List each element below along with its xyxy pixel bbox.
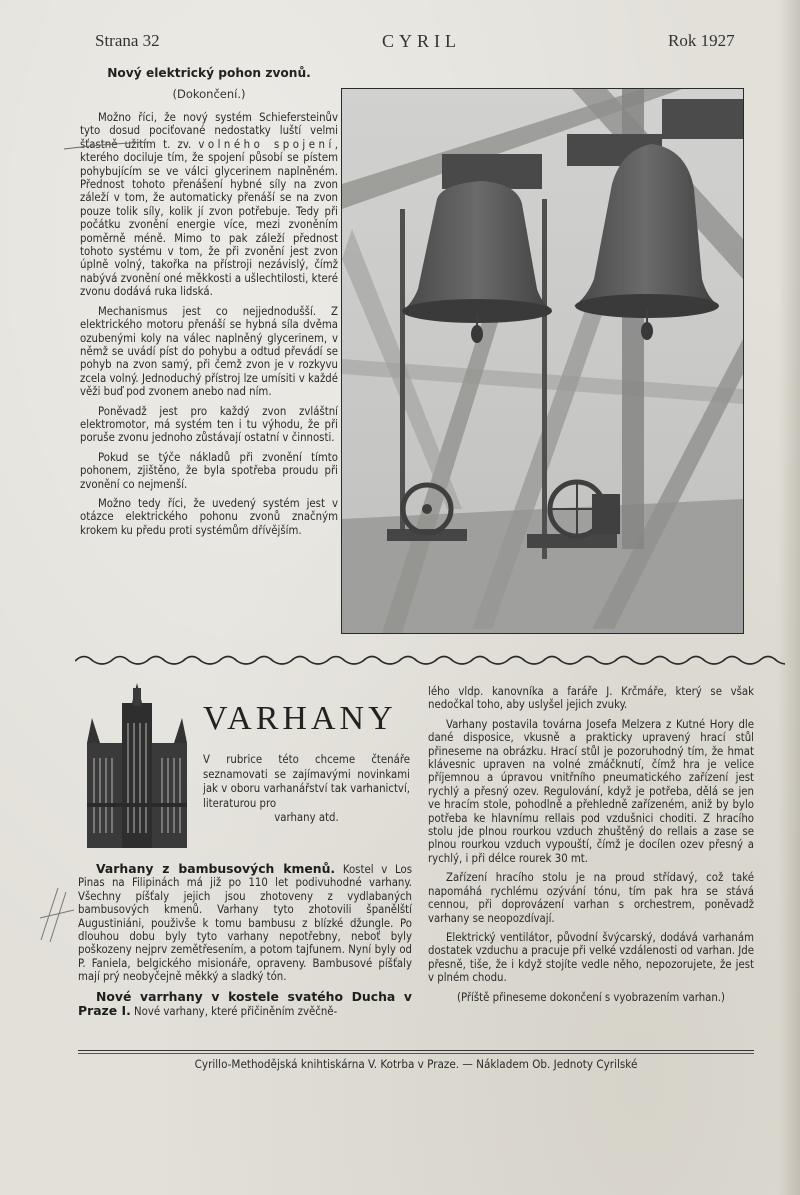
article-heading-bamboo: Varhany z bambusových kmenů. [96,861,336,876]
article-body-bells [80,111,338,537]
paragraph: Mechanismus jest co nejjednodušší. Z elektrického motoru přenáší se hybná síla dvěma ozubenými koly na válec naplněný glycerinem, v němž se uvádí píst do pohybu a odtud převádí se pohyb na zvon samý, při čemž zvon je v rozkyvu zcela volný. Jednoduchý přístroj lze umísiti v každé věži buď pod zvonem anebo nad ním. [80,304,338,399]
article-title-bells: Nový elektrický pohon zvonů. [107,66,311,80]
bells-illustration [342,89,743,633]
pencil-underline-mark [62,140,152,152]
article-prague-organ-continued [428,685,754,1004]
article-bamboo-organ [78,862,412,1018]
paragraph: Elektrický ventilátor, původní švýcarský, dodává varhanám dostatek vzduchu a pracuje při velké vzdálenosti od varhan. Jde přesně, tiše, že i když stojíte vedle něho, nepozorujete, že jest v plném chodu. [428,930,754,985]
ornamental-divider [75,651,785,667]
spaced-emphasis: volného spojení [198,137,335,151]
pencil-margin-mark [36,880,76,950]
organ-illustration [82,683,192,848]
intro-text: V rubrice této chceme čtenáře seznamovati se zajímavými novinkami jak v oboru varhanářství tak varhanictví, literaturou pro [203,753,410,810]
paragraph: lého vldp. kanovníka a faráře J. Krčmáře, který se však nedočkal toho, aby uslyšel jejich zvuky. [428,685,754,712]
publication-title: CYRIL [382,31,461,51]
printer-imprint: Cyrillo-Methodějská knihtiskárna V. Kotrba v Praze. — Nákladem Ob. Jednoty Cyrilské [194,1057,638,1071]
paragraph: Možno tedy říci, že uvedený systém jest v otázce elektrického pohonu zvonů značným krokem ku předu proti systémům dřívějším. [80,496,338,537]
text-run: , kterého dociluje tím, že spojení působí se pístem pohybujícím se ve válci glycerinem naplněném. Přednost tohoto přenášení hybné síly na zvon záleží v tom, že automaticky přenáší se na zvon pouze tolik síly, kolik jí zvon potřebuje. Tedy při počátku zvonění energie více, mezi zvoněním poměrně méně. Mimo to pak záleží přednost tohoto systému v tom, že při zvonění jest zvon úplně volný, takořka na přístroji nezávislý, čímž nabývá zvonění oné měkkosti a ušlechtilosti, které zvonu dodává ruka lidská. [80,137,338,299]
divider-wave [75,657,785,665]
footer-rule [78,1050,754,1051]
paragraph [78,862,412,984]
page-number: Strana 32 [95,31,160,50]
section-title-varhany: VARHANY [203,700,397,737]
publication-year: Rok 1927 [668,31,735,50]
continuation-note: (Příště přineseme dokončení s vyobrazením varhan.) [456,990,726,1004]
paragraph: Poněvadž jest pro každý zvon zvláštní elektromotor, má systém ten i tu výhodu, že při poruše zvonu jednoho zůstávají ostatní v činnosti. [80,404,338,445]
paragraph: Varhany postavila továrna Josefa Melzera z Kutné Hory dle dané disposice, vkusně a prakticky upravený hrací stůl přineseme na obrázku. Hrací stůl je pozoruhodný tím, že hmat klávesnic upraven na volné zmáčknutí, čímž hra je velice příjemnou a úpravou vnitřního pneumatického zařízení jest rychlý a přesný ozev. Regulování, když je potřeba, dělá se jen ve hracím stole, pohodlně a přehledně zařízeném, aniž by bylo potřeba ke hlavnímu rellais pod vzdušnici choditi. Z hracího stolu jde plnou rourkou vzduch zhuštěný do rellais a zase se plnou rourkou vzduch vypouští, čímž je docílen ozev přesný a rychlý, i při délce rourek 30 mt. [428,717,754,865]
text-run: Kostel v Los Pinas na Filipinách má již po 110 let podivuhodné varhany. Všechny píšťaly jejich jsou zhotoveny z vydlabaných bambusových kmenů. Varhany tyto zhotovili španělští Augustiniáni, použivše k tomu bambusu z blízké džungle. Po dlouhou dobu byly tyto varhany nepotřebny, neboť byly poškozeny nejprv zemětřesením, a potom tajfunem. Nyní byly od P. Faniela, belgického misionáře, opraveny. Bambusové píšťaly mají prý neobyčejně měkký a sladký tón. [78,863,412,984]
page-edge-shadow [778,0,800,1195]
paragraph: Zařízení hracího stolu je na proud střídavý, což také napomáhá rychlému ozývání tónu, tím pak hra se stává cennou, při doprovázení varhan s orchestrem, poněvadž varhany se neopozdívají. [428,871,754,925]
text-run: Nové varhany, které přičiněním zvěčně- [130,1005,338,1019]
text-run: Možno říci, že nový systém Schiefersteinův tyto dosud pociťované nedostatky luští velmi šťastně užitím t. zv. [80,111,338,151]
section-intro [203,753,410,826]
paragraph: Pokud se týče nákladů při zvonění tímto pohonem, zjištěno, že byla spotřeba proudu při zvonění co nejmenší. [80,450,338,491]
footer-rule-thin [78,1053,754,1054]
bells-photograph [341,88,744,634]
article-subtitle: (Dokončení.) [172,87,246,101]
intro-text-end: varhany atd. [274,811,339,824]
paragraph [78,990,412,1019]
article-heading-prague: Nové varrhany v kostele svatého Ducha v Praze I. [78,988,412,1019]
